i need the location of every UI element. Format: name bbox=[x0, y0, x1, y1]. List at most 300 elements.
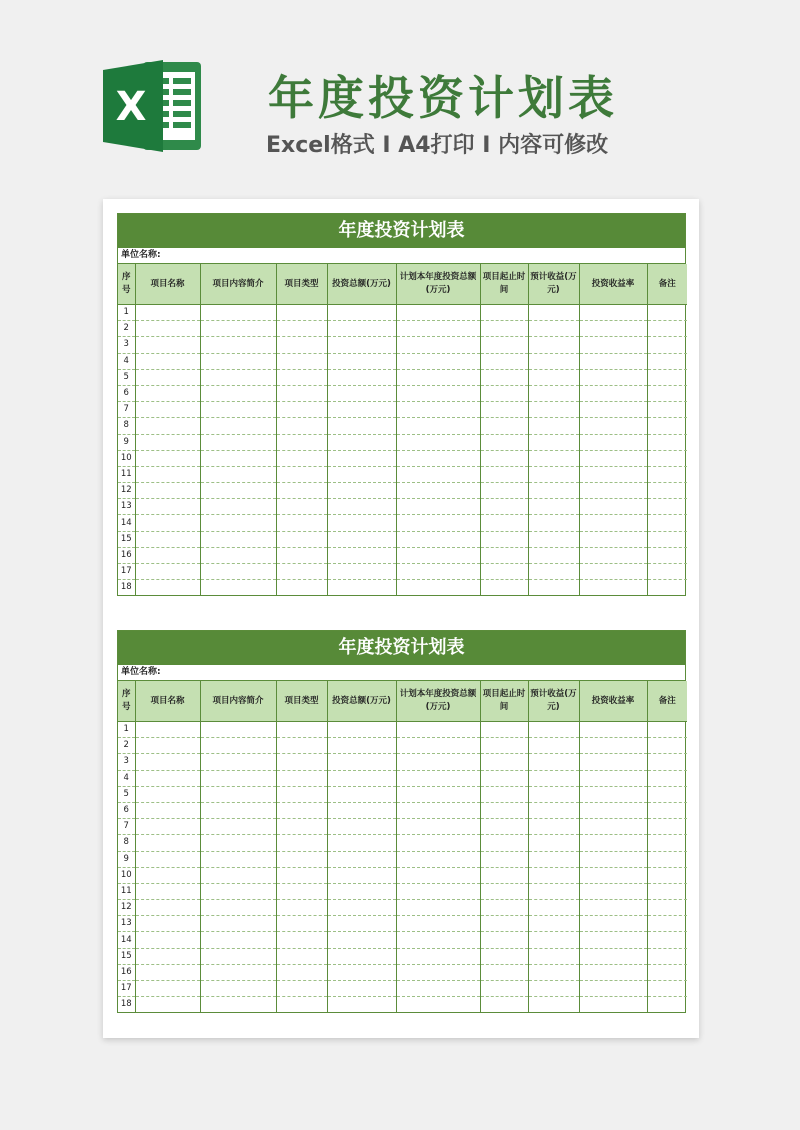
table-cell[interactable] bbox=[135, 580, 200, 596]
table-cell[interactable] bbox=[327, 402, 396, 418]
table-cell[interactable] bbox=[276, 981, 327, 997]
table-cell[interactable] bbox=[647, 499, 687, 515]
table-cell[interactable] bbox=[200, 434, 276, 450]
table-cell[interactable] bbox=[396, 305, 480, 321]
table-cell[interactable] bbox=[647, 369, 687, 385]
table-cell[interactable] bbox=[480, 483, 528, 499]
table-cell[interactable] bbox=[528, 353, 579, 369]
table-cell[interactable] bbox=[480, 851, 528, 867]
table-cell[interactable] bbox=[396, 851, 480, 867]
table-cell[interactable] bbox=[480, 867, 528, 883]
table-cell[interactable] bbox=[396, 883, 480, 899]
table-cell[interactable] bbox=[579, 483, 647, 499]
table-cell[interactable] bbox=[135, 353, 200, 369]
table-cell[interactable] bbox=[579, 754, 647, 770]
table-cell[interactable] bbox=[647, 483, 687, 499]
table-cell[interactable] bbox=[396, 450, 480, 466]
table-cell[interactable] bbox=[276, 754, 327, 770]
table-cell[interactable] bbox=[327, 564, 396, 580]
table-cell[interactable] bbox=[528, 499, 579, 515]
table-cell[interactable] bbox=[276, 835, 327, 851]
table-cell[interactable] bbox=[135, 867, 200, 883]
table-cell[interactable] bbox=[647, 385, 687, 401]
table-cell[interactable] bbox=[647, 466, 687, 482]
table-cell[interactable] bbox=[396, 802, 480, 818]
table-cell[interactable] bbox=[135, 434, 200, 450]
table-cell[interactable] bbox=[396, 547, 480, 563]
table-cell[interactable] bbox=[200, 580, 276, 596]
table-cell[interactable] bbox=[480, 835, 528, 851]
table-cell[interactable] bbox=[396, 337, 480, 353]
table-cell[interactable] bbox=[396, 531, 480, 547]
table-cell[interactable] bbox=[200, 305, 276, 321]
table-cell[interactable] bbox=[579, 964, 647, 980]
table-cell[interactable] bbox=[135, 754, 200, 770]
table-cell[interactable] bbox=[135, 722, 200, 738]
table-cell[interactable] bbox=[579, 981, 647, 997]
table-cell[interactable] bbox=[480, 564, 528, 580]
table-cell[interactable] bbox=[396, 385, 480, 401]
table-cell[interactable] bbox=[480, 434, 528, 450]
table-cell[interactable] bbox=[327, 835, 396, 851]
table-cell[interactable] bbox=[528, 483, 579, 499]
table-cell[interactable] bbox=[200, 531, 276, 547]
table-cell[interactable] bbox=[135, 738, 200, 754]
table-cell[interactable] bbox=[647, 835, 687, 851]
table-cell[interactable] bbox=[480, 418, 528, 434]
table-cell[interactable] bbox=[647, 819, 687, 835]
table-cell[interactable] bbox=[135, 418, 200, 434]
table-cell[interactable] bbox=[528, 786, 579, 802]
table-cell[interactable] bbox=[480, 819, 528, 835]
table-cell[interactable] bbox=[135, 997, 200, 1013]
table-cell[interactable] bbox=[647, 564, 687, 580]
table-cell[interactable] bbox=[528, 466, 579, 482]
table-cell[interactable] bbox=[528, 932, 579, 948]
table-cell[interactable] bbox=[579, 418, 647, 434]
table-cell[interactable] bbox=[528, 867, 579, 883]
table-cell[interactable] bbox=[135, 305, 200, 321]
table-cell[interactable] bbox=[327, 321, 396, 337]
table-cell[interactable] bbox=[396, 900, 480, 916]
table-cell[interactable] bbox=[135, 564, 200, 580]
table-cell[interactable] bbox=[647, 337, 687, 353]
table-cell[interactable] bbox=[579, 499, 647, 515]
table-cell[interactable] bbox=[480, 499, 528, 515]
table-cell[interactable] bbox=[396, 402, 480, 418]
table-cell[interactable] bbox=[480, 337, 528, 353]
table-cell[interactable] bbox=[579, 305, 647, 321]
table-cell[interactable] bbox=[579, 564, 647, 580]
table-cell[interactable] bbox=[200, 483, 276, 499]
table-cell[interactable] bbox=[200, 835, 276, 851]
table-cell[interactable] bbox=[135, 786, 200, 802]
table-cell[interactable] bbox=[396, 981, 480, 997]
table-cell[interactable] bbox=[579, 867, 647, 883]
table-cell[interactable] bbox=[135, 483, 200, 499]
table-cell[interactable] bbox=[579, 786, 647, 802]
table-cell[interactable] bbox=[327, 997, 396, 1013]
table-cell[interactable] bbox=[480, 580, 528, 596]
table-cell[interactable] bbox=[327, 948, 396, 964]
table-cell[interactable] bbox=[647, 802, 687, 818]
table-cell[interactable] bbox=[579, 515, 647, 531]
table-cell[interactable] bbox=[276, 883, 327, 899]
table-cell[interactable] bbox=[528, 948, 579, 964]
table-cell[interactable] bbox=[480, 883, 528, 899]
table-cell[interactable] bbox=[135, 770, 200, 786]
table-cell[interactable] bbox=[528, 515, 579, 531]
table-cell[interactable] bbox=[396, 564, 480, 580]
table-cell[interactable] bbox=[276, 802, 327, 818]
table-cell[interactable] bbox=[480, 900, 528, 916]
table-cell[interactable] bbox=[396, 466, 480, 482]
table-cell[interactable] bbox=[327, 786, 396, 802]
table-cell[interactable] bbox=[327, 738, 396, 754]
table-cell[interactable] bbox=[135, 450, 200, 466]
table-cell[interactable] bbox=[276, 580, 327, 596]
table-cell[interactable] bbox=[528, 754, 579, 770]
table-cell[interactable] bbox=[327, 867, 396, 883]
table-cell[interactable] bbox=[200, 321, 276, 337]
table-cell[interactable] bbox=[528, 434, 579, 450]
table-cell[interactable] bbox=[327, 722, 396, 738]
table-cell[interactable] bbox=[647, 851, 687, 867]
table-cell[interactable] bbox=[327, 418, 396, 434]
table-cell[interactable] bbox=[480, 738, 528, 754]
table-cell[interactable] bbox=[647, 722, 687, 738]
table-cell[interactable] bbox=[480, 531, 528, 547]
table-cell[interactable] bbox=[200, 770, 276, 786]
table-cell[interactable] bbox=[396, 580, 480, 596]
table-cell[interactable] bbox=[579, 353, 647, 369]
table-cell[interactable] bbox=[528, 564, 579, 580]
table-cell[interactable] bbox=[579, 547, 647, 563]
table-cell[interactable] bbox=[200, 997, 276, 1013]
table-cell[interactable] bbox=[647, 450, 687, 466]
table-cell[interactable] bbox=[647, 402, 687, 418]
table-cell[interactable] bbox=[135, 900, 200, 916]
table-cell[interactable] bbox=[396, 932, 480, 948]
table-cell[interactable] bbox=[276, 932, 327, 948]
table-cell[interactable] bbox=[647, 964, 687, 980]
table-cell[interactable] bbox=[200, 819, 276, 835]
table-cell[interactable] bbox=[579, 402, 647, 418]
table-cell[interactable] bbox=[200, 851, 276, 867]
table-cell[interactable] bbox=[647, 738, 687, 754]
table-cell[interactable] bbox=[276, 722, 327, 738]
table-cell[interactable] bbox=[579, 466, 647, 482]
table-cell[interactable] bbox=[647, 418, 687, 434]
table-cell[interactable] bbox=[200, 948, 276, 964]
table-cell[interactable] bbox=[327, 883, 396, 899]
table-cell[interactable] bbox=[396, 483, 480, 499]
table-cell[interactable] bbox=[647, 515, 687, 531]
table-cell[interactable] bbox=[200, 981, 276, 997]
table-cell[interactable] bbox=[396, 770, 480, 786]
table-cell[interactable] bbox=[135, 466, 200, 482]
table-cell[interactable] bbox=[647, 770, 687, 786]
table-cell[interactable] bbox=[327, 981, 396, 997]
table-cell[interactable] bbox=[276, 770, 327, 786]
table-cell[interactable] bbox=[480, 786, 528, 802]
table-cell[interactable] bbox=[276, 819, 327, 835]
table-cell[interactable] bbox=[480, 770, 528, 786]
table-cell[interactable] bbox=[327, 434, 396, 450]
table-cell[interactable] bbox=[647, 932, 687, 948]
table-cell[interactable] bbox=[200, 754, 276, 770]
table-cell[interactable] bbox=[528, 305, 579, 321]
table-cell[interactable] bbox=[135, 916, 200, 932]
table-cell[interactable] bbox=[579, 916, 647, 932]
table-cell[interactable] bbox=[327, 385, 396, 401]
table-cell[interactable] bbox=[276, 916, 327, 932]
table-cell[interactable] bbox=[396, 499, 480, 515]
table-cell[interactable] bbox=[480, 964, 528, 980]
table-cell[interactable] bbox=[579, 851, 647, 867]
table-cell[interactable] bbox=[200, 964, 276, 980]
table-cell[interactable] bbox=[528, 916, 579, 932]
table-cell[interactable] bbox=[327, 932, 396, 948]
table-cell[interactable] bbox=[135, 948, 200, 964]
table-cell[interactable] bbox=[135, 547, 200, 563]
table-cell[interactable] bbox=[528, 981, 579, 997]
table-cell[interactable] bbox=[327, 770, 396, 786]
table-cell[interactable] bbox=[396, 434, 480, 450]
table-cell[interactable] bbox=[579, 738, 647, 754]
table-cell[interactable] bbox=[276, 738, 327, 754]
table-cell[interactable] bbox=[135, 515, 200, 531]
table-cell[interactable] bbox=[647, 580, 687, 596]
table-cell[interactable] bbox=[200, 564, 276, 580]
table-cell[interactable] bbox=[579, 932, 647, 948]
table-cell[interactable] bbox=[579, 337, 647, 353]
table-cell[interactable] bbox=[528, 900, 579, 916]
table-cell[interactable] bbox=[327, 305, 396, 321]
table-cell[interactable] bbox=[396, 835, 480, 851]
table-cell[interactable] bbox=[647, 867, 687, 883]
table-cell[interactable] bbox=[276, 385, 327, 401]
table-cell[interactable] bbox=[579, 900, 647, 916]
table-cell[interactable] bbox=[276, 305, 327, 321]
table-cell[interactable] bbox=[327, 580, 396, 596]
table-cell[interactable] bbox=[276, 964, 327, 980]
table-cell[interactable] bbox=[200, 385, 276, 401]
table-cell[interactable] bbox=[200, 867, 276, 883]
table-cell[interactable] bbox=[200, 802, 276, 818]
table-cell[interactable] bbox=[396, 997, 480, 1013]
table-cell[interactable] bbox=[647, 305, 687, 321]
table-cell[interactable] bbox=[135, 932, 200, 948]
table-cell[interactable] bbox=[135, 835, 200, 851]
table-cell[interactable] bbox=[276, 900, 327, 916]
table-cell[interactable] bbox=[396, 819, 480, 835]
table-cell[interactable] bbox=[480, 997, 528, 1013]
table-cell[interactable] bbox=[480, 321, 528, 337]
table-cell[interactable] bbox=[200, 450, 276, 466]
table-cell[interactable] bbox=[579, 321, 647, 337]
table-cell[interactable] bbox=[200, 337, 276, 353]
table-cell[interactable] bbox=[276, 867, 327, 883]
table-cell[interactable] bbox=[647, 434, 687, 450]
table-cell[interactable] bbox=[200, 515, 276, 531]
table-cell[interactable] bbox=[200, 900, 276, 916]
table-cell[interactable] bbox=[579, 835, 647, 851]
table-cell[interactable] bbox=[276, 402, 327, 418]
table-cell[interactable] bbox=[579, 531, 647, 547]
table-cell[interactable] bbox=[579, 369, 647, 385]
table-cell[interactable] bbox=[480, 466, 528, 482]
table-cell[interactable] bbox=[528, 580, 579, 596]
table-cell[interactable] bbox=[480, 932, 528, 948]
table-cell[interactable] bbox=[327, 851, 396, 867]
table-cell[interactable] bbox=[579, 385, 647, 401]
table-cell[interactable] bbox=[647, 997, 687, 1013]
table-cell[interactable] bbox=[276, 515, 327, 531]
table-cell[interactable] bbox=[135, 369, 200, 385]
table-cell[interactable] bbox=[327, 515, 396, 531]
table-cell[interactable] bbox=[647, 531, 687, 547]
table-cell[interactable] bbox=[528, 819, 579, 835]
table-cell[interactable] bbox=[200, 418, 276, 434]
table-cell[interactable] bbox=[200, 466, 276, 482]
table-cell[interactable] bbox=[327, 499, 396, 515]
table-cell[interactable] bbox=[276, 450, 327, 466]
table-cell[interactable] bbox=[135, 851, 200, 867]
table-cell[interactable] bbox=[200, 547, 276, 563]
table-cell[interactable] bbox=[276, 434, 327, 450]
table-cell[interactable] bbox=[579, 802, 647, 818]
table-cell[interactable] bbox=[276, 483, 327, 499]
table-cell[interactable] bbox=[480, 547, 528, 563]
table-cell[interactable] bbox=[276, 997, 327, 1013]
table-cell[interactable] bbox=[135, 981, 200, 997]
table-cell[interactable] bbox=[647, 916, 687, 932]
table-cell[interactable] bbox=[135, 402, 200, 418]
table-cell[interactable] bbox=[135, 531, 200, 547]
table-cell[interactable] bbox=[528, 883, 579, 899]
table-cell[interactable] bbox=[579, 580, 647, 596]
table-cell[interactable] bbox=[200, 369, 276, 385]
table-cell[interactable] bbox=[327, 353, 396, 369]
table-cell[interactable] bbox=[480, 916, 528, 932]
table-cell[interactable] bbox=[528, 851, 579, 867]
table-cell[interactable] bbox=[579, 434, 647, 450]
table-cell[interactable] bbox=[528, 547, 579, 563]
table-cell[interactable] bbox=[327, 466, 396, 482]
table-cell[interactable] bbox=[200, 738, 276, 754]
table-cell[interactable] bbox=[276, 547, 327, 563]
table-cell[interactable] bbox=[200, 722, 276, 738]
table-cell[interactable] bbox=[579, 819, 647, 835]
table-cell[interactable] bbox=[135, 819, 200, 835]
table-cell[interactable] bbox=[327, 964, 396, 980]
table-cell[interactable] bbox=[327, 916, 396, 932]
table-cell[interactable] bbox=[396, 754, 480, 770]
table-cell[interactable] bbox=[528, 997, 579, 1013]
table-cell[interactable] bbox=[135, 499, 200, 515]
table-cell[interactable] bbox=[647, 981, 687, 997]
table-cell[interactable] bbox=[528, 450, 579, 466]
table-cell[interactable] bbox=[647, 353, 687, 369]
table-cell[interactable] bbox=[480, 369, 528, 385]
table-cell[interactable] bbox=[327, 754, 396, 770]
table-cell[interactable] bbox=[528, 337, 579, 353]
table-cell[interactable] bbox=[276, 531, 327, 547]
table-cell[interactable] bbox=[200, 932, 276, 948]
table-cell[interactable] bbox=[276, 353, 327, 369]
table-cell[interactable] bbox=[480, 754, 528, 770]
table-cell[interactable] bbox=[528, 722, 579, 738]
table-cell[interactable] bbox=[327, 450, 396, 466]
table-cell[interactable] bbox=[579, 948, 647, 964]
table-cell[interactable] bbox=[200, 402, 276, 418]
table-cell[interactable] bbox=[579, 997, 647, 1013]
table-cell[interactable] bbox=[276, 418, 327, 434]
table-cell[interactable] bbox=[396, 369, 480, 385]
table-cell[interactable] bbox=[276, 851, 327, 867]
table-cell[interactable] bbox=[647, 900, 687, 916]
table-cell[interactable] bbox=[480, 305, 528, 321]
table-cell[interactable] bbox=[276, 321, 327, 337]
table-cell[interactable] bbox=[480, 385, 528, 401]
table-cell[interactable] bbox=[200, 916, 276, 932]
table-cell[interactable] bbox=[579, 883, 647, 899]
table-cell[interactable] bbox=[528, 802, 579, 818]
table-cell[interactable] bbox=[647, 321, 687, 337]
table-cell[interactable] bbox=[276, 369, 327, 385]
table-cell[interactable] bbox=[396, 353, 480, 369]
table-cell[interactable] bbox=[200, 353, 276, 369]
table-cell[interactable] bbox=[396, 418, 480, 434]
table-cell[interactable] bbox=[396, 786, 480, 802]
table-cell[interactable] bbox=[647, 547, 687, 563]
table-cell[interactable] bbox=[396, 916, 480, 932]
table-cell[interactable] bbox=[135, 385, 200, 401]
table-cell[interactable] bbox=[480, 802, 528, 818]
table-cell[interactable] bbox=[480, 402, 528, 418]
table-cell[interactable] bbox=[200, 786, 276, 802]
table-cell[interactable] bbox=[327, 483, 396, 499]
table-cell[interactable] bbox=[327, 369, 396, 385]
table-cell[interactable] bbox=[579, 722, 647, 738]
table-cell[interactable] bbox=[135, 337, 200, 353]
table-cell[interactable] bbox=[276, 499, 327, 515]
table-cell[interactable] bbox=[327, 531, 396, 547]
table-cell[interactable] bbox=[528, 738, 579, 754]
table-cell[interactable] bbox=[135, 321, 200, 337]
table-cell[interactable] bbox=[647, 754, 687, 770]
table-cell[interactable] bbox=[200, 883, 276, 899]
table-cell[interactable] bbox=[276, 564, 327, 580]
table-cell[interactable] bbox=[528, 964, 579, 980]
table-cell[interactable] bbox=[135, 802, 200, 818]
table-cell[interactable] bbox=[528, 770, 579, 786]
table-cell[interactable] bbox=[276, 948, 327, 964]
table-cell[interactable] bbox=[647, 786, 687, 802]
table-cell[interactable] bbox=[276, 466, 327, 482]
table-cell[interactable] bbox=[480, 450, 528, 466]
table-cell[interactable] bbox=[480, 948, 528, 964]
table-cell[interactable] bbox=[480, 515, 528, 531]
table-cell[interactable] bbox=[528, 531, 579, 547]
table-cell[interactable] bbox=[528, 402, 579, 418]
table-cell[interactable] bbox=[528, 321, 579, 337]
table-cell[interactable] bbox=[579, 770, 647, 786]
table-cell[interactable] bbox=[396, 964, 480, 980]
table-cell[interactable] bbox=[480, 981, 528, 997]
table-cell[interactable] bbox=[396, 515, 480, 531]
